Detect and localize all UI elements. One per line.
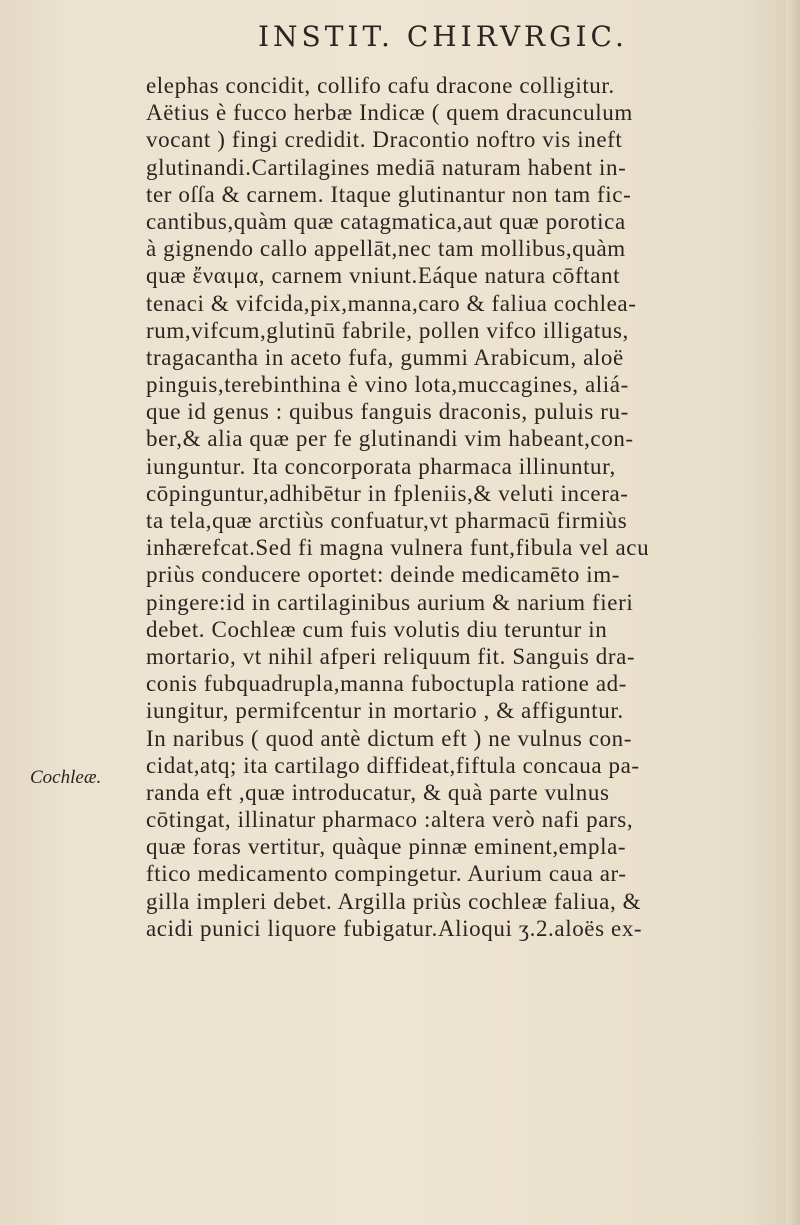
text-line: pingere:id in cartilaginibus aurium & narium fieri	[146, 589, 634, 615]
text-line: mortario, vt nihil afperi reliquum fit. Sanguis dra-	[146, 643, 636, 669]
text-line: que id genus : quibus fanguis draconis, puluis ru-	[146, 399, 629, 425]
text-line: randa eft ,quæ introducatur, & quà parte vulnus	[146, 779, 610, 805]
text-line: quæ foras vertitur, quàque pinnæ eminent,empla-	[146, 834, 627, 860]
text-line: conis fubquadrupla,manna fuboctupla ratione ad-	[146, 671, 628, 697]
text-line: cantibus,quàm quæ catagmatica,aut quæ porotica	[146, 208, 626, 234]
text-line: vocant ) fingi credidit. Dracontio noftro vis ineft	[146, 127, 623, 153]
text-line: Aëtius è fucco herbæ Indicæ ( quem dracunculum	[146, 100, 633, 126]
text-line: quæ ἔναιμα, carnem vniunt.Eáque natura cōftant	[146, 263, 621, 289]
margin-note: Cochleæ.	[30, 767, 102, 788]
text-line: gilla impleri debet. Argilla priùs cochleæ faliua, &	[146, 888, 642, 914]
text-line: ta tela,quæ arctiùs confuatur,vt pharmacū firmiùs	[146, 508, 628, 533]
text-line: iungitur, permifcentur in mortario , & affiguntur.	[146, 698, 624, 724]
text-line: cōpinguntur,adhibētur in fpleniis,& veluti incera-	[146, 480, 629, 506]
text-line: tenaci & vifcida,pix,manna,caro & faliua cochlea-	[146, 290, 637, 316]
text-line: ber,& alia quæ per fe glutinandi vim habeant,con-	[146, 426, 634, 452]
text-line: rum,vifcum,glutinū fabrile, pollen vifco illigatus,	[146, 317, 629, 343]
text-line: debet. Cochleæ cum fuis volutis diu teruntur in	[146, 616, 608, 642]
text-line: à gignendo callo appellāt,nec tam mollibus,quàm	[146, 236, 626, 262]
text-line: tragacantha in aceto fufa, gummi Arabicum, aloë	[146, 344, 624, 370]
page-edge	[786, 0, 800, 1225]
text-line: elephas concidit, collifo cafu dracone colligitur.	[146, 73, 615, 98]
text-line: In naribus ( quod antè dictum eft ) ne vulnus con-	[146, 725, 633, 751]
text-line: glutinandi.Cartilagines mediā naturam habent in-	[146, 154, 627, 180]
text-line: pinguis,terebinthina è vino lota,muccagines, aliá-	[146, 372, 629, 398]
text-line: ftico medicamento compingetur. Aurium caua ar-	[146, 861, 627, 887]
running-head: INSTIT. CHIRVRGIC.	[258, 20, 628, 53]
text-line: cōtingat, illinatur pharmaco :altera verò nafi pars,	[146, 807, 634, 833]
text-line: ter oſſa & carnem. Itaque glutinantur non tam fic-	[146, 181, 632, 207]
text-line: iunguntur. Ita concorporata pharmaca illinuntur,	[146, 453, 616, 479]
text-line: acidi punici liquore fubigatur.Alioqui ʒ.2.aloës ex-	[146, 915, 643, 941]
body-text	[146, 72, 786, 942]
text-line: cidat,atq; ita cartilago diffideat,fiftula concaua pa-	[146, 752, 640, 778]
text-line: inhærefcat.Sed fi magna vulnera funt,fibula vel acu	[146, 535, 650, 561]
text-line: priùs conducere oportet: deinde medicamēto im-	[146, 562, 621, 588]
